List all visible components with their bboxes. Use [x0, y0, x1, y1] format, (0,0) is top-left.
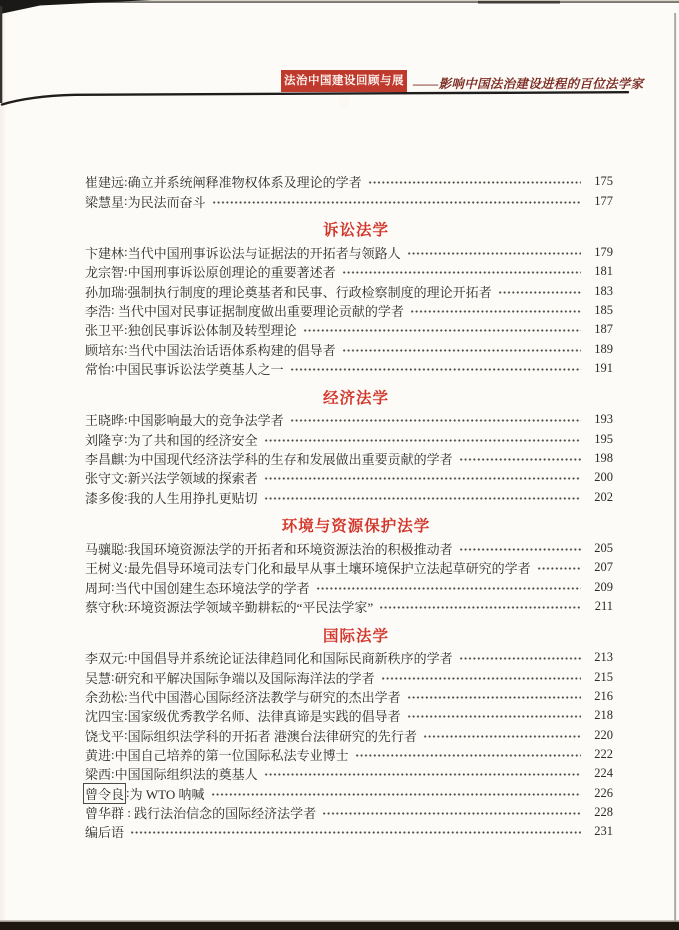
entry-separator: : [124, 173, 128, 189]
toc-entry [85, 558, 613, 577]
entry-name: 蔡守秋 [85, 600, 125, 616]
toc-entry [85, 764, 613, 783]
page-number: 228 [594, 805, 613, 820]
entry-name: 梁西 [85, 767, 112, 783]
dot-leader [303, 324, 581, 337]
toc-entry [85, 803, 613, 822]
toc-entry [85, 726, 613, 745]
dot-leader [410, 305, 581, 318]
page-number: 220 [594, 727, 613, 742]
page-number: 189 [594, 341, 613, 356]
toc-entry [85, 301, 613, 320]
entry-separator: : [124, 688, 128, 704]
series-title: 法治中国建设回顾与展望 [284, 75, 404, 109]
toc-entry [85, 668, 613, 687]
entry-name: 曾华群 [85, 806, 125, 822]
entry-description: 国际组织法学科的开拓者 港澳台法律研究的先行者 [127, 728, 417, 744]
entry-separator: : [124, 283, 128, 299]
entry-name: 龙宗智 [85, 265, 125, 281]
entry-name: 崔建远 [85, 175, 125, 191]
entry-description: 强制执行制度的理论奠基者和民事、行政检察制度的理论开拓者 [127, 284, 492, 300]
section-heading: 经济法学 [322, 389, 389, 407]
page-number: 205 [594, 540, 613, 555]
entry-separator: : [124, 263, 128, 279]
section-heading: 环境与资源保护法学 [281, 518, 431, 536]
page-number: 181 [594, 264, 613, 279]
entry-description: 我国环境资源法学的开拓者和环境资源法治的积极推动者 [127, 541, 453, 557]
dot-leader [355, 749, 581, 762]
entry-separator: : [124, 707, 128, 723]
entry-name: 余劲松 [85, 690, 125, 706]
entry-separator: : [124, 321, 128, 337]
entry-name: 卞建林 [85, 245, 125, 261]
entry-name: 王树义 [85, 561, 125, 577]
page-number: 213 [594, 650, 613, 665]
entry-description: 环境资源法学领域辛勤耕耘的“平民法学家” [127, 600, 374, 616]
page-number: 211 [594, 599, 613, 614]
entry-name: 漆多俊 [85, 490, 125, 506]
toc-entry [85, 410, 613, 429]
toc-entry [85, 745, 613, 764]
dot-leader [459, 652, 581, 665]
page-number: 222 [594, 747, 613, 762]
entry-description: 中国刑事诉讼原创理论的重要著述者 [127, 265, 336, 281]
entry-name: 吴慧 [85, 670, 112, 686]
dot-leader [212, 196, 581, 209]
entry-name: 梁慧星 [85, 194, 125, 210]
toc-entry [85, 191, 613, 210]
dot-leader [342, 266, 581, 279]
page-number: 187 [594, 322, 613, 337]
dot-leader [498, 286, 581, 299]
entry-description: 为中国现代经济法学科的生存和发展做出重要贡献的学者 [127, 451, 453, 467]
section-heading: 诉讼法学 [322, 222, 389, 240]
entry-separator: : [111, 579, 115, 595]
entry-separator: : [124, 431, 128, 447]
entry-separator: : [124, 489, 128, 505]
toc-entry [85, 687, 613, 706]
page-number: 177 [594, 193, 613, 208]
dot-leader [211, 788, 581, 801]
entry-name: 马骧聪 [85, 541, 125, 557]
entry-description: 中国自己培养的第一位国际私法专业博士 [114, 748, 349, 764]
dot-leader [368, 176, 581, 189]
toc-entry [85, 784, 613, 803]
entry-separator: : [124, 469, 128, 485]
entry-description: 当代中国潜心国际经济法教学与研究的杰出学者 [127, 690, 401, 706]
entry-separator: : [124, 559, 128, 575]
page-number: 191 [594, 360, 613, 375]
entry-description: 中国民事诉讼法学奠基人之一 [114, 361, 284, 377]
toc-entry [85, 281, 613, 300]
entry-name: 李双元 [85, 651, 125, 667]
page-number: 200 [594, 470, 613, 485]
toc-entry [85, 468, 613, 487]
entry-name: 沈四宝 [85, 709, 125, 725]
entry-description: 中国国际组织法的奠基人 [114, 767, 258, 783]
section-heading: 国际法学 [322, 627, 389, 645]
dot-leader [459, 453, 581, 466]
page-number: 183 [594, 283, 613, 298]
page-number: 216 [594, 689, 613, 704]
entry-name: 常怡 [85, 361, 112, 377]
entry-name: 李浩 [85, 303, 112, 319]
entry-description: 最先倡导环境司法专门化和最早从事土壤环境保护立法起草研究的学者 [127, 561, 531, 577]
entry-separator: : [124, 244, 128, 260]
page-number: 209 [594, 579, 613, 594]
dot-leader [381, 672, 581, 685]
dot-leader [342, 344, 581, 357]
entry-separator: : [124, 540, 128, 556]
toc-entry [85, 449, 613, 468]
page-number: 193 [594, 412, 613, 427]
entry-name: 周珂 [85, 580, 112, 596]
entry-separator: : [111, 746, 115, 762]
entry-description: 当代中国创建生态环境法学的学者 [114, 580, 310, 596]
entry-description: 研究和平解决国际争端以及国际海洋法的学者 [114, 670, 375, 686]
entry-separator: : [124, 727, 128, 743]
dot-leader [459, 543, 581, 556]
page-number: 207 [594, 560, 613, 575]
dot-leader [316, 582, 581, 595]
entry-description: 践行法治信念的国际经济法学者 [134, 806, 317, 822]
entry-description: 当代中国对民事证据制度做出重要理论贡献的学者 [117, 303, 404, 319]
toc-entry [85, 597, 613, 616]
page-number: 179 [594, 244, 613, 259]
entry-description: 为了共和国的经济安全 [127, 432, 258, 448]
entry-separator: : [111, 765, 115, 781]
page-number: 231 [594, 824, 613, 839]
dot-leader [264, 434, 581, 447]
entry-description: 当代中国刑事诉讼法与证据法的开拓者与领路人 [127, 245, 401, 261]
page-number: 175 [594, 174, 613, 189]
entry-description: 独创民事诉讼体制及转型理论 [127, 323, 297, 339]
page-number: 202 [594, 489, 613, 504]
dot-leader [290, 363, 581, 376]
entry-name: 孙加瑞 [85, 284, 125, 300]
page-number: 215 [594, 669, 613, 684]
entry-separator: : [126, 785, 130, 801]
entry-separator: : [124, 411, 128, 427]
entry-separator: : [124, 804, 135, 820]
entry-name: 顾培东 [85, 342, 125, 358]
page-subtitle: ——影响中国法治建设进程的百位法学家 [413, 77, 644, 91]
toc-entry [85, 243, 613, 262]
dot-leader [407, 691, 581, 704]
page-number: 224 [594, 766, 613, 781]
entry-description: 确立并系统阐释准物权体系及理论的学者 [127, 175, 362, 191]
entry-name: 编后语 [85, 825, 125, 841]
entry-description: 为民法而奋斗 [127, 194, 206, 210]
entry-description: 新兴法学领域的探索者 [127, 471, 258, 487]
entry-name: 曾令良 [83, 783, 126, 804]
dot-leader [130, 826, 581, 839]
toc-entry [85, 339, 613, 358]
toc-entry [85, 172, 613, 191]
entry-name: 刘隆亨 [85, 432, 125, 448]
page-number: 198 [594, 450, 613, 465]
page-number: 195 [594, 431, 613, 446]
entry-description: 当代中国法治话语体系构建的倡导者 [127, 342, 336, 358]
entry-description: 国家级优秀教学名师、法律真谛是实践的倡导者 [127, 709, 401, 725]
entry-name: 饶戈平 [85, 728, 125, 744]
dot-leader [264, 472, 581, 485]
entry-name: 黄进 [85, 748, 112, 764]
toc-entry [85, 429, 613, 448]
entry-description: 中国倡导并系统论证法律趋同化和国际民商新秩序的学者 [127, 651, 453, 667]
toc-entry [85, 359, 613, 378]
dot-leader [322, 807, 581, 820]
entry-name: 王晓晔 [85, 413, 125, 429]
entry-name: 李昌麒 [85, 451, 125, 467]
entry-name: 张卫平 [85, 323, 125, 339]
entry-separator: : [124, 193, 128, 209]
toc-entry [85, 320, 613, 339]
entry-separator: : [124, 598, 128, 614]
entry-description: 为 WTO 呐喊 [129, 786, 205, 802]
entry-description: 我的人生用挣扎更贴切 [127, 490, 258, 506]
dot-leader [264, 492, 581, 505]
page-number: 185 [594, 302, 613, 317]
entry-separator: : [111, 669, 115, 685]
dot-leader [407, 247, 581, 260]
toc-entry [85, 539, 613, 558]
table-of-contents [85, 172, 613, 842]
dot-leader [379, 601, 581, 614]
dot-leader [264, 768, 581, 781]
dot-leader [407, 710, 581, 723]
page-number: 218 [594, 708, 613, 723]
entry-separator: : [124, 341, 128, 357]
entry-name: 张守文 [85, 471, 125, 487]
entry-separator: : [111, 302, 118, 318]
toc-entry [85, 578, 613, 597]
dot-leader [290, 414, 581, 427]
toc-entry [85, 262, 613, 281]
toc-entry [85, 648, 613, 667]
toc-entry [85, 706, 613, 725]
series-title-badge [281, 70, 407, 109]
entry-separator: : [111, 360, 115, 376]
dot-leader [423, 730, 581, 743]
entry-description: 中国影响最大的竞争法学者 [127, 413, 284, 429]
entry-separator: : [124, 450, 128, 466]
entry-separator: : [124, 649, 128, 665]
toc-entry [85, 487, 613, 506]
page-number: 226 [594, 785, 613, 800]
dot-leader [537, 562, 581, 575]
toc-entry [85, 822, 613, 841]
